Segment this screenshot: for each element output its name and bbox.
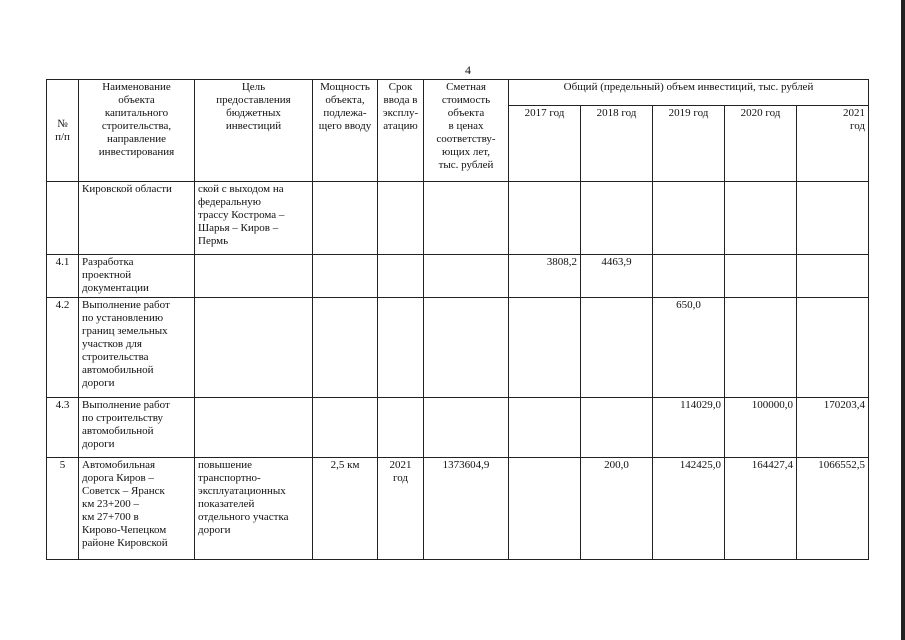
header-year-2021: 2021 год bbox=[797, 106, 869, 182]
cell-2020: 164427,4 bbox=[725, 458, 797, 560]
header-year-2019: 2019 год bbox=[653, 106, 725, 182]
cell-2019: 650,0 bbox=[653, 298, 725, 398]
cell-2018: 200,0 bbox=[581, 458, 653, 560]
header-year-2020: 2020 год bbox=[725, 106, 797, 182]
cell-term bbox=[378, 182, 424, 255]
header-term: Срок ввода в эксплу- атацию bbox=[378, 80, 424, 182]
cell-2021 bbox=[797, 298, 869, 398]
cell-2020 bbox=[725, 255, 797, 298]
cell-num: 5 bbox=[47, 458, 79, 560]
header-row-1 bbox=[47, 80, 869, 106]
cell-term: 2021 год bbox=[378, 458, 424, 560]
cell-2019: 114029,0 bbox=[653, 398, 725, 458]
cell-name: Кировской области bbox=[79, 182, 195, 255]
cell-capacity bbox=[313, 398, 378, 458]
header-cost: Сметная стоимость объекта в ценах соответству- ющих лет, тыс. рублей bbox=[424, 80, 509, 182]
cell-num: 4.1 bbox=[47, 255, 79, 298]
header-total: Общий (предельный) объем инвестиций, тыс. рублей bbox=[509, 80, 869, 106]
cell-2021 bbox=[797, 182, 869, 255]
cell-2017: 3808,2 bbox=[509, 255, 581, 298]
cell-goal bbox=[195, 398, 313, 458]
cell-2020: 100000,0 bbox=[725, 398, 797, 458]
cell-2021: 1066552,5 bbox=[797, 458, 869, 560]
cell-term bbox=[378, 255, 424, 298]
cell-2021 bbox=[797, 255, 869, 298]
header-capacity: Мощность объекта, подлежа- щего вводу bbox=[313, 80, 378, 182]
table-row bbox=[47, 182, 869, 255]
cell-goal: повышение транспортно- эксплуатационных показателей отдельного участка дороги bbox=[195, 458, 313, 560]
cell-capacity bbox=[313, 298, 378, 398]
cell-2019: 142425,0 bbox=[653, 458, 725, 560]
cell-cost bbox=[424, 398, 509, 458]
table-row bbox=[47, 298, 869, 398]
scan-edge bbox=[901, 0, 905, 640]
header-num: № п/п bbox=[47, 80, 79, 182]
cell-term bbox=[378, 298, 424, 398]
cell-2018 bbox=[581, 298, 653, 398]
header-year-2017: 2017 год bbox=[509, 106, 581, 182]
cell-goal: ской с выходом на федеральную трассу Кострома – Шарья – Киров – Пермь bbox=[195, 182, 313, 255]
cell-2018: 4463,9 bbox=[581, 255, 653, 298]
cell-num: 4.2 bbox=[47, 298, 79, 398]
cell-name: Выполнение работ по установлению границ земельных участков для строительства автомобильной дороги bbox=[79, 298, 195, 398]
cell-num bbox=[47, 182, 79, 255]
investment-table bbox=[46, 79, 869, 560]
header-year-2018: 2018 год bbox=[581, 106, 653, 182]
cell-name: Выполнение работ по строительству автомобильной дороги bbox=[79, 398, 195, 458]
cell-cost bbox=[424, 182, 509, 255]
header-name: Наименование объекта капитального строительства, направление инвестирования bbox=[79, 80, 195, 182]
header-goal: Цель предоставления бюджетных инвестиций bbox=[195, 80, 313, 182]
cell-capacity bbox=[313, 182, 378, 255]
cell-name: Разработка проектной документации bbox=[79, 255, 195, 298]
cell-2020 bbox=[725, 298, 797, 398]
cell-2019 bbox=[653, 182, 725, 255]
cell-capacity: 2,5 км bbox=[313, 458, 378, 560]
cell-2019 bbox=[653, 255, 725, 298]
cell-2021: 170203,4 bbox=[797, 398, 869, 458]
table-row bbox=[47, 255, 869, 298]
cell-2018 bbox=[581, 182, 653, 255]
cell-2018 bbox=[581, 398, 653, 458]
cell-cost bbox=[424, 255, 509, 298]
cell-2017 bbox=[509, 398, 581, 458]
cell-capacity bbox=[313, 255, 378, 298]
cell-num: 4.3 bbox=[47, 398, 79, 458]
cell-goal bbox=[195, 255, 313, 298]
table-row bbox=[47, 458, 869, 560]
cell-cost bbox=[424, 298, 509, 398]
page-number: 4 bbox=[465, 63, 471, 77]
cell-2017 bbox=[509, 458, 581, 560]
cell-2017 bbox=[509, 298, 581, 398]
table-row bbox=[47, 398, 869, 458]
cell-name: Автомобильная дорога Киров – Советск – Яранск км 23+200 – км 27+700 в Кирово-Чепецком районе Кировской bbox=[79, 458, 195, 560]
cell-2017 bbox=[509, 182, 581, 255]
cell-goal bbox=[195, 298, 313, 398]
cell-cost: 1373604,9 bbox=[424, 458, 509, 560]
cell-2020 bbox=[725, 182, 797, 255]
cell-term bbox=[378, 398, 424, 458]
